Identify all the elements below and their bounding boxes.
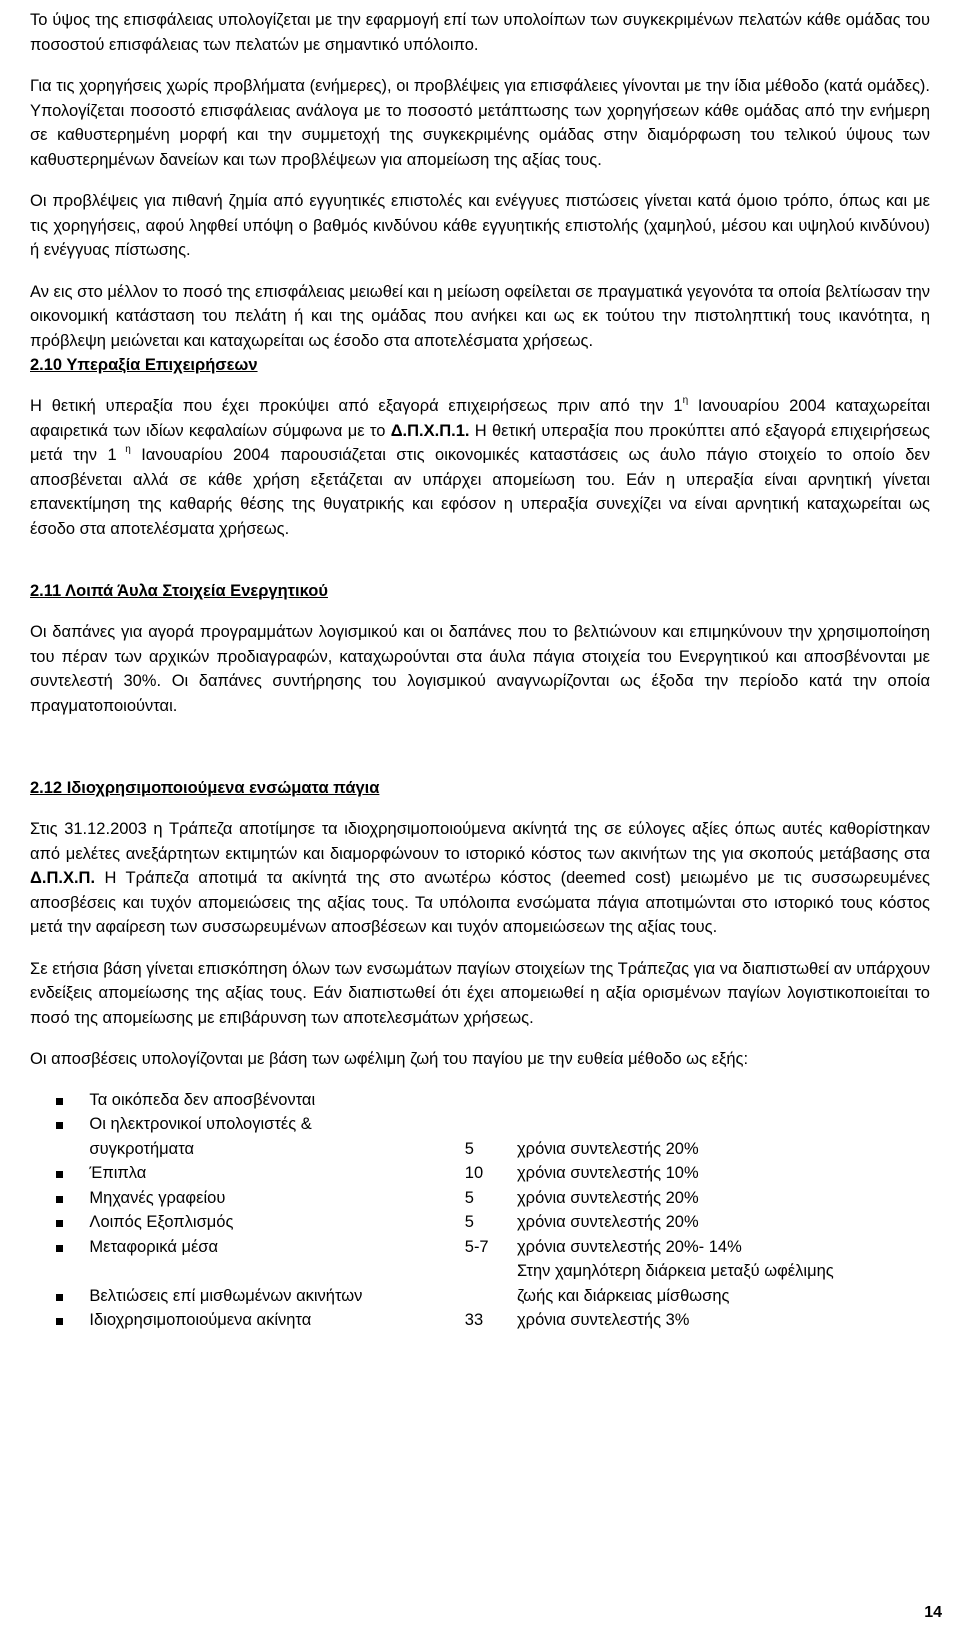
page-number: 14 bbox=[924, 1604, 942, 1621]
asset-rate: χρόνια συντελεστής 20% bbox=[517, 1188, 699, 1207]
depreciation-row bbox=[50, 1210, 930, 1235]
depreciation-row bbox=[50, 1308, 930, 1333]
document-page bbox=[30, 8, 930, 1333]
asset-name: συγκροτήματα bbox=[89, 1139, 195, 1158]
depreciation-row bbox=[50, 1186, 930, 1211]
square-bullet-icon bbox=[56, 1196, 63, 1203]
asset-rate: χρόνια συντελεστής 3% bbox=[517, 1311, 690, 1329]
paragraph-guarantees: Οι προβλέψεις για πιθανή ζημία από εγγυητικές επιστολές και ενέγγυες πιστώσεις γίνεται κατά όμοιο τρόπο, όπως και με τις χορηγήσεις, αφού ληφθεί υπόψη ο βαθμός κινδύνου κάθε εγγυητικής επιστολής (χαμηλού, μέσου και υψηλού κινδύνου) ή ενέγγυας πίστωσης. bbox=[30, 192, 930, 259]
depreciation-row bbox=[50, 1137, 930, 1162]
paragraph-provision-height: Το ύψος της επισφάλειας υπολογίζεται με την εφαρμογή επί των υπολοίπων των συγκεκριμένων πελατών κάθε ομάδας του ποσοστού επισφάλειας των πελατών με σημαντικό υπόλοιπο. bbox=[30, 11, 930, 54]
asset-rate: Στην χαμηλότερη διάρκεια μεταξύ ωφέλιμης bbox=[517, 1262, 834, 1280]
paragraph-depreciation-intro: Οι αποσβέσεις υπολογίζονται με βάση των ωφέλιμη ζωή του παγίου με την ευθεία μέθοδο ως εξής: bbox=[30, 1050, 749, 1068]
asset-name: Βελτιώσεις επί μισθωμένων ακινήτων bbox=[89, 1286, 363, 1305]
asset-rate bbox=[517, 1088, 930, 1113]
asset-name: Έπιπλα bbox=[89, 1164, 147, 1182]
heading-2-10-goodwill: 2.10 Υπεραξία Επιχειρήσεων bbox=[30, 356, 258, 374]
depreciation-row bbox=[50, 1161, 930, 1186]
square-bullet-icon bbox=[56, 1220, 63, 1227]
asset-name: Μεταφορικά μέσα bbox=[89, 1237, 219, 1256]
paragraph-software: Οι δαπάνες για αγορά προγραμμάτων λογισμικού και οι δαπάνες που το βελτιώνουν και επιμηκύνουν την χρησιμοποίηση του πέραν των αρχικών προδιαγραφών, καταχωρούνται στα άυλα πάγια στοιχεία του Ενεργητικού και αποσβένονται με συντελεστή 30%. Οι δαπάνες συντήρησης του λογισμικού αναγνωρίζονται ως έξοδα την περίοδο κατά την οποία πραγματοποιούνται. bbox=[30, 623, 930, 715]
square-bullet-icon bbox=[56, 1098, 63, 1105]
depreciation-row bbox=[50, 1259, 930, 1284]
asset-name bbox=[89, 1259, 464, 1284]
paragraph-property-valuation: Στις 31.12.2003 η Τράπεζα αποτίμησε τα ιδιοχρησιμοποιούμενα ακίνητά της σε εύλογες αξίες όπως αυτές καθορίστηκαν από μελέτες ανεξάρτητων εκτιμητών και διαμορφώνουν το ιστορικό κόστος των ακινήτων της για σκοπούς μετάβασης στα Δ.Π.Χ.Π. Η Τράπεζα αποτιμά τα ακίνητά της στο ανωτέρω κόστος (deemed cost) μειωμένο με τις συσσωρευμένες αποσβέσεις και τυχόν απομειώσεις της αξίας τους. Τα υπόλοιπα ενσώματα πάγια αποτιμώνται στο ιστορικό τους κόστος μετά την αφαίρεση των συσσωρευμένων αποσβέσεων και τυχόν απομειώσεων της αξίας τους. bbox=[30, 820, 930, 936]
asset-rate: χρόνια συντελεστής 20% bbox=[517, 1139, 699, 1158]
asset-years: 10 bbox=[464, 1164, 484, 1182]
asset-years: 5 bbox=[464, 1188, 474, 1207]
square-bullet-icon bbox=[56, 1171, 63, 1178]
square-bullet-icon bbox=[56, 1318, 63, 1325]
asset-name: Τα οικόπεδα δεν αποσβένονται bbox=[89, 1090, 316, 1109]
asset-years: 5 bbox=[464, 1213, 474, 1231]
asset-years bbox=[465, 1259, 517, 1284]
paragraph-provision-reversal: Αν εις στο μέλλον το ποσό της επισφάλειας μειωθεί και η μείωση οφείλεται σε πραγματικά γεγονότα τα οποία βελτίωσαν την οικονομική κατάσταση του πελάτη ή και της ομάδας που ανήκει και ως εκ τούτου την πιστοληπτική τους ικανότητα, η πρόβλεψη μειώνεται και καταχωρείται ως έσοδο στα αποτελέσματα χρήσεως. bbox=[30, 282, 930, 350]
asset-rate: χρόνια συντελεστής 10% bbox=[517, 1164, 699, 1182]
depreciation-table bbox=[50, 1088, 930, 1333]
depreciation-row bbox=[50, 1112, 930, 1137]
asset-years bbox=[465, 1284, 517, 1309]
asset-rate: χρόνια συντελεστής 20% bbox=[517, 1213, 699, 1231]
square-bullet-icon bbox=[56, 1245, 63, 1252]
depreciation-row bbox=[50, 1235, 930, 1260]
depreciation-row bbox=[50, 1088, 930, 1113]
asset-rate: χρόνια συντελεστής 20%- 14% bbox=[517, 1237, 742, 1256]
heading-2-11-intangibles: 2.11 Λοιπά Άυλα Στοιχεία Ενεργητικού bbox=[30, 582, 328, 600]
paragraph-impairment-review: Σε ετήσια βάση γίνεται επισκόπηση όλων των ενσωμάτων παγίων στοιχείων της Τράπεζας για να διαπιστωθεί αν υπάρχουν ενδείξεις απομείωσης της αξίας τους. Εάν διαπιστωθεί ότι έχει απομειωθεί η αξία ορισμένων παγίων λογιστικοποιείται το ποσό της απομείωσης με επιβάρυνση των αποτελεσμάτων χρήσεως. bbox=[30, 959, 930, 1027]
depreciation-row bbox=[50, 1284, 930, 1309]
asset-name: Μηχανές γραφείου bbox=[89, 1188, 226, 1207]
asset-name: Λοιπός Εξοπλισμός bbox=[89, 1213, 234, 1231]
asset-name: Οι ηλεκτρονικοί υπολογιστές & bbox=[89, 1115, 312, 1133]
asset-years: 5-7 bbox=[464, 1237, 489, 1256]
heading-2-12-tangible-assets: 2.12 Ιδιοχρησιμοποιούμενα ενσώματα πάγια bbox=[30, 779, 380, 797]
asset-rate bbox=[517, 1112, 930, 1137]
asset-name: Ιδιοχρησιμοποιούμενα ακίνητα bbox=[89, 1311, 312, 1329]
square-bullet-icon bbox=[56, 1122, 63, 1129]
asset-rate: ζωής και διάρκειας μίσθωσης bbox=[517, 1286, 730, 1305]
paragraph-performing-loans: Για τις χορηγήσεις χωρίς προβλήματα (ενήμερες), οι προβλέψεις για επισφάλειες γίνονται με την ίδια μέθοδο (κατά ομάδες). Υπολογίζεται ποσοστό επισφάλειας ανάλογα με το ποσοστό μετάπτωσης των χορηγήσεων κάθε ομάδας από την ενήμερη σε καθυστερημένη μορφή και την συμμετοχή της συγκεκριμένης ομάδας στην διαμόρφωση του τελικού ύψους των καθυστερημένων δανείων και των προβλέψεων για απομείωση της αξίας τους. bbox=[30, 77, 930, 169]
asset-years bbox=[465, 1112, 517, 1137]
asset-years: 5 bbox=[464, 1139, 474, 1158]
square-bullet-icon bbox=[56, 1294, 63, 1301]
paragraph-goodwill: Η θετική υπεραξία που έχει προκύψει από εξαγορά επιχειρήσεως πριν από την $1^\eta$ Ιανουαρίου 2004 καταχωρείται αφαιρετικά των ιδίων κεφαλαίων σύμφωνα με το Δ.Π.Χ.Π.1. Η θετική υπεραξία που προκύπτει από εξαγορά επιχειρήσεως μετά την 1 $^\eta$ Ιανουαρίου 2004 παρουσιάζεται στις οικονομικές καταστάσεις ως άυλο πάγιο στοιχείο το οποίο δεν αποσβένεται αλλά σε κάθε χρήση εξετάζεται αν υπάρχει απομείωση του. Εάν η υπεραξία είναι αρνητική γίνεται επανεκτίμηση της καθαρής θέσης της θυγατρικής και εφόσον η υπεραξία συνεχίζει να είναι αρνητική καταχωρείται ως έσοδο στα αποτελέσματα χρήσεως. bbox=[30, 395, 931, 538]
asset-years bbox=[465, 1088, 517, 1113]
asset-years: 33 bbox=[464, 1311, 484, 1329]
